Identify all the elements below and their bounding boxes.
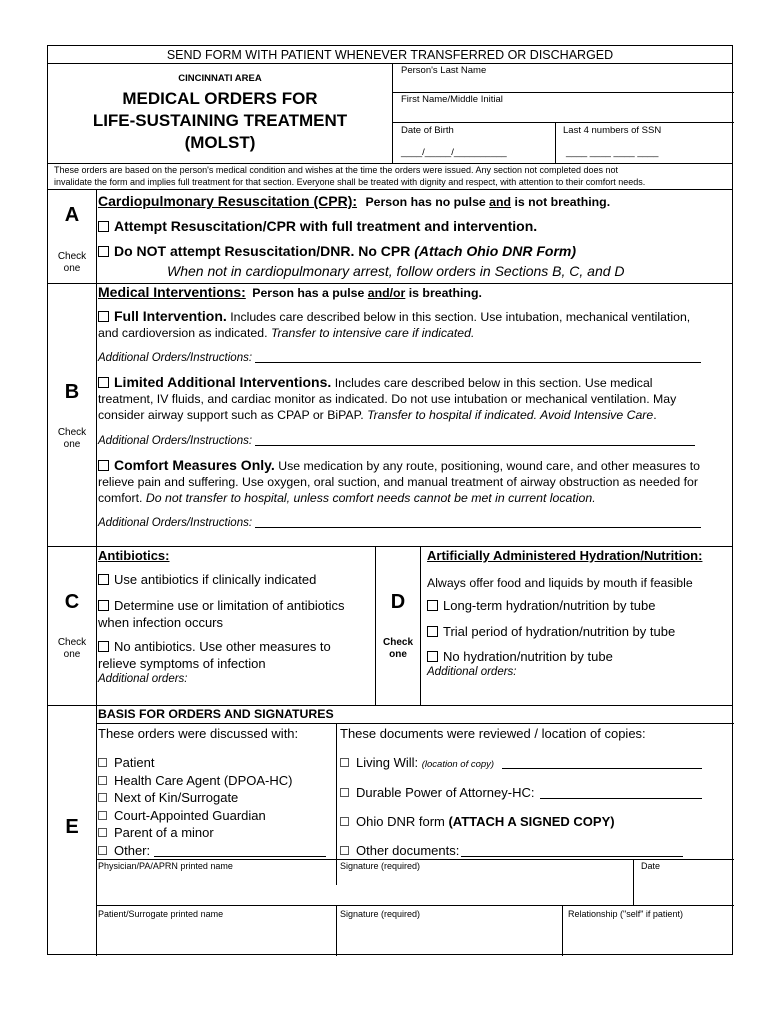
- physician-name-label: Physician/PA/APRN printed name: [98, 861, 233, 871]
- hydration-note: Always offer food and liquids by mouth if feasible: [427, 576, 693, 590]
- physician-signature-field[interactable]: [337, 873, 633, 904]
- checkbox[interactable]: [98, 811, 107, 820]
- checkbox[interactable]: [98, 641, 109, 652]
- limited-desc-1: Includes care described below in this section. Use medical: [331, 376, 653, 390]
- basis-heading: BASIS FOR ORDERS AND SIGNATURES: [98, 707, 334, 721]
- checkbox[interactable]: [98, 793, 107, 802]
- dnr-option[interactable]: [98, 243, 576, 259]
- full-intervention-desc-2: and cardioversion as indicated.: [98, 326, 271, 340]
- last-name-label: Person's Last Name: [401, 65, 487, 76]
- person-other[interactable]: [98, 842, 326, 860]
- one-label: one: [63, 263, 81, 274]
- limited-desc-3: consider airway support such as CPAP or BiPAP.: [98, 408, 368, 422]
- checkbox[interactable]: [98, 846, 107, 855]
- living-will-note: (location of copy): [421, 759, 495, 770]
- checkbox[interactable]: [98, 221, 109, 232]
- full-intervention-title: Full Intervention.: [114, 308, 227, 324]
- intro-line-2: invalidate the form and implies full treatment for that section. Everyone shall be treated with dignity and respect, with attention to their comfort needs.: [54, 177, 646, 187]
- intro-line-1: These orders are based on the person's medical condition and wishes at the time the orders were issued. Any section not completed does not: [54, 165, 619, 175]
- dob-label: Date of Birth: [401, 125, 454, 136]
- antibiotics-use-label: Use antibiotics if clinically indicated: [114, 572, 317, 587]
- discussed-with-label: These orders were discussed with:: [98, 726, 299, 741]
- person-label: Health Care Agent (DPOA-HC): [114, 772, 293, 788]
- first-name-label: First Name/Middle Initial: [401, 94, 503, 105]
- antibiotics-heading: Antibiotics:: [98, 548, 170, 563]
- cpr-attempt-option[interactable]: [98, 218, 537, 234]
- checkbox[interactable]: [98, 758, 107, 767]
- additional-orders-label: Additional Orders/Instructions:: [98, 352, 253, 364]
- patient-name-field[interactable]: [96, 922, 336, 955]
- hydration-longterm-label: Long-term hydration/nutrition by tube: [443, 598, 656, 613]
- comfort-desc-2: relieve pain and suffering. Use oxygen, oral suction, and manual treatment of airway obstruction as needed for: [98, 475, 698, 489]
- intro-text: [54, 164, 645, 188]
- cpr-heading: Cardiopulmonary Resuscitation (CPR):: [98, 193, 358, 209]
- antibiotics-none-label-2: relieve symptoms of infection: [98, 656, 266, 671]
- checkbox[interactable]: [427, 600, 438, 611]
- antibiotics-option-none[interactable]: [98, 638, 331, 672]
- medical-interventions-note: Person has a pulse and/or is breathing.: [252, 286, 482, 300]
- date-label: Date: [641, 861, 661, 871]
- antibiotics-option-use[interactable]: [98, 572, 316, 587]
- section-a-check-one: [48, 251, 96, 275]
- section-e-letter: E: [65, 816, 79, 838]
- check-label: Check: [57, 637, 87, 648]
- title-line-2: LIFE-SUSTAINING TREATMENT: [92, 111, 348, 130]
- cpr-note: Person has no pulse and is not breathing.: [365, 195, 611, 209]
- person-label: Other:: [114, 842, 151, 858]
- section-c-letter: C: [64, 591, 80, 613]
- full-intervention-option[interactable]: [98, 308, 728, 341]
- molst-form: [47, 45, 733, 955]
- dnr-label: Do NOT attempt Resuscitation/DNR. No CPR: [114, 243, 415, 259]
- section-a-letter: A: [64, 204, 80, 226]
- hydration-trial-label: Trial period of hydration/nutrition by tube: [443, 624, 676, 639]
- check-label: Check: [57, 427, 87, 438]
- dpoa-label: Durable Power of Attorney-HC:: [356, 785, 539, 800]
- ssn-field[interactable]: ____ ____ ____ ____: [566, 147, 659, 158]
- limited-additional-orders[interactable]: [98, 435, 695, 447]
- checkbox[interactable]: [98, 377, 109, 388]
- relationship-label: Relationship ("self" if patient): [568, 909, 683, 919]
- patient-signature-field[interactable]: [337, 922, 562, 955]
- title-line-3: (MOLST): [184, 133, 256, 152]
- checkbox[interactable]: [427, 651, 438, 662]
- form-title: [48, 88, 392, 154]
- person-patient[interactable]: [98, 754, 326, 772]
- other-docs[interactable]: [340, 843, 683, 858]
- living-will-doc[interactable]: [340, 755, 702, 770]
- limited-interventions-title: Limited Additional Interventions.: [114, 374, 332, 390]
- cpr-followup-note: When not in cardiopulmonary arrest, follow orders in Sections B, C, and D: [167, 263, 625, 279]
- limited-transfer: Transfer to hospital if indicated. Avoid Intensive Care: [367, 408, 654, 422]
- limited-desc-2: treatment, IV fluids, and cardiac monitor as indicated. Do not use intubation or mechanical ventilation. May: [98, 392, 677, 406]
- check-label: Check: [57, 251, 87, 262]
- section-b-letter: B: [64, 381, 80, 403]
- checkbox[interactable]: [98, 460, 109, 471]
- checkbox[interactable]: [98, 311, 109, 322]
- patient-name-label: Patient/Surrogate printed name: [98, 909, 224, 919]
- antibiotics-determine-label: Determine use or limitation of antibiotics: [114, 598, 345, 613]
- checkbox[interactable]: [427, 626, 438, 637]
- one-label: one: [389, 649, 407, 660]
- last-name-field[interactable]: [392, 76, 734, 92]
- antibiotics-determine-label-2: when infection occurs: [98, 615, 224, 630]
- medical-interventions-heading: Medical Interventions:: [98, 284, 246, 300]
- additional-orders-label: Additional Orders/Instructions:: [98, 517, 253, 529]
- ohio-dnr-attach: (ATTACH A SIGNED COPY): [448, 814, 615, 829]
- person-next-of-kin[interactable]: [98, 789, 326, 807]
- checkbox[interactable]: [340, 846, 349, 855]
- dob-field[interactable]: ____/_____/__________: [401, 147, 507, 158]
- person-label: Patient: [114, 755, 155, 770]
- full-intervention-desc: Includes care described below in this section. Use intubation, mechanical ventilation,: [226, 310, 691, 324]
- section-d-check-one: [374, 637, 422, 661]
- hydration-heading: Artificially Administered Hydration/Nutrition:: [427, 548, 703, 563]
- hydration-none-label: No hydration/nutrition by tube: [443, 649, 613, 664]
- date-field[interactable]: [634, 873, 734, 904]
- hydration-option-trial[interactable]: [427, 624, 675, 639]
- person-label: Court-Appointed Guardian: [114, 807, 266, 823]
- ohio-dnr-label: Ohio DNR form: [356, 814, 449, 829]
- checkbox[interactable]: [340, 758, 349, 767]
- patient-signature-label: Signature (required): [340, 909, 421, 919]
- relationship-field[interactable]: [563, 922, 734, 955]
- comfort-measures-title: Comfort Measures Only.: [114, 457, 275, 473]
- checkbox[interactable]: [98, 828, 107, 837]
- cpr-attempt-label: Attempt Resuscitation/CPR with full treatment and intervention.: [114, 218, 538, 234]
- physician-signature-label: Signature (required): [340, 861, 421, 871]
- person-label: Parent of a minor: [114, 825, 214, 840]
- other-docs-label: Other documents:: [356, 843, 460, 858]
- physician-name-field[interactable]: [96, 873, 336, 904]
- section-b-check-one: [48, 427, 96, 451]
- person-health-care-agent[interactable]: [98, 772, 326, 790]
- comfort-no-transfer: Do not transfer to hospital, unless comfort needs cannot be met in current location.: [145, 491, 596, 505]
- section-b-heading: [98, 284, 482, 302]
- antibiotics-option-determine[interactable]: [98, 597, 345, 631]
- comfort-desc-3: comfort.: [98, 491, 146, 505]
- antibiotics-none-label: No antibiotics. Use other measures to: [114, 639, 331, 654]
- title-line-1: MEDICAL ORDERS FOR: [122, 89, 318, 108]
- full-intervention-transfer: Transfer to intensive care if indicated.: [270, 326, 475, 340]
- limited-end: .: [653, 408, 657, 422]
- area-label: CINCINNATI AREA: [178, 73, 262, 84]
- additional-orders-label: Additional Orders/Instructions:: [98, 435, 253, 447]
- full-additional-orders[interactable]: [98, 352, 701, 364]
- checkbox[interactable]: [98, 776, 107, 785]
- discussed-with-list: [98, 754, 326, 859]
- checkbox[interactable]: [340, 788, 349, 797]
- one-label: one: [63, 439, 81, 450]
- ohio-dnr-doc[interactable]: [340, 814, 615, 829]
- dpoa-doc[interactable]: [340, 785, 702, 800]
- comfort-measures-option[interactable]: [98, 457, 732, 506]
- section-c-check-one: [48, 637, 96, 661]
- comfort-additional-orders[interactable]: [98, 517, 701, 529]
- one-label: one: [63, 649, 81, 660]
- limited-interventions-option[interactable]: [98, 374, 728, 423]
- first-name-field[interactable]: [392, 106, 734, 121]
- hydration-option-longterm[interactable]: [427, 598, 655, 613]
- comfort-desc-1: Use medication by any route, positioning, wound care, and other measures to: [274, 459, 700, 473]
- checkbox[interactable]: [98, 574, 109, 585]
- checkbox[interactable]: [98, 246, 109, 257]
- hydration-additional-orders[interactable]: Additional orders:: [427, 666, 517, 678]
- living-will-label: Living Will:: [356, 755, 422, 770]
- hydration-option-none[interactable]: [427, 649, 613, 664]
- person-guardian[interactable]: [98, 807, 326, 825]
- documents-reviewed-label: These documents were reviewed / location of copies:: [340, 726, 646, 741]
- section-a-heading: [98, 193, 728, 211]
- antibiotics-additional-orders[interactable]: Additional orders:: [98, 673, 188, 685]
- person-label: Next of Kin/Surrogate: [114, 790, 239, 805]
- checkbox[interactable]: [340, 817, 349, 826]
- top-banner: SEND FORM WITH PATIENT WHENEVER TRANSFERRED OR DISCHARGED: [166, 48, 614, 62]
- check-label: Check: [382, 637, 413, 648]
- section-d-letter: D: [390, 591, 406, 613]
- person-parent[interactable]: [98, 824, 326, 842]
- ssn-label: Last 4 numbers of SSN: [563, 125, 662, 136]
- checkbox[interactable]: [98, 600, 109, 611]
- dnr-attach-note: (Attach Ohio DNR Form): [414, 243, 577, 259]
